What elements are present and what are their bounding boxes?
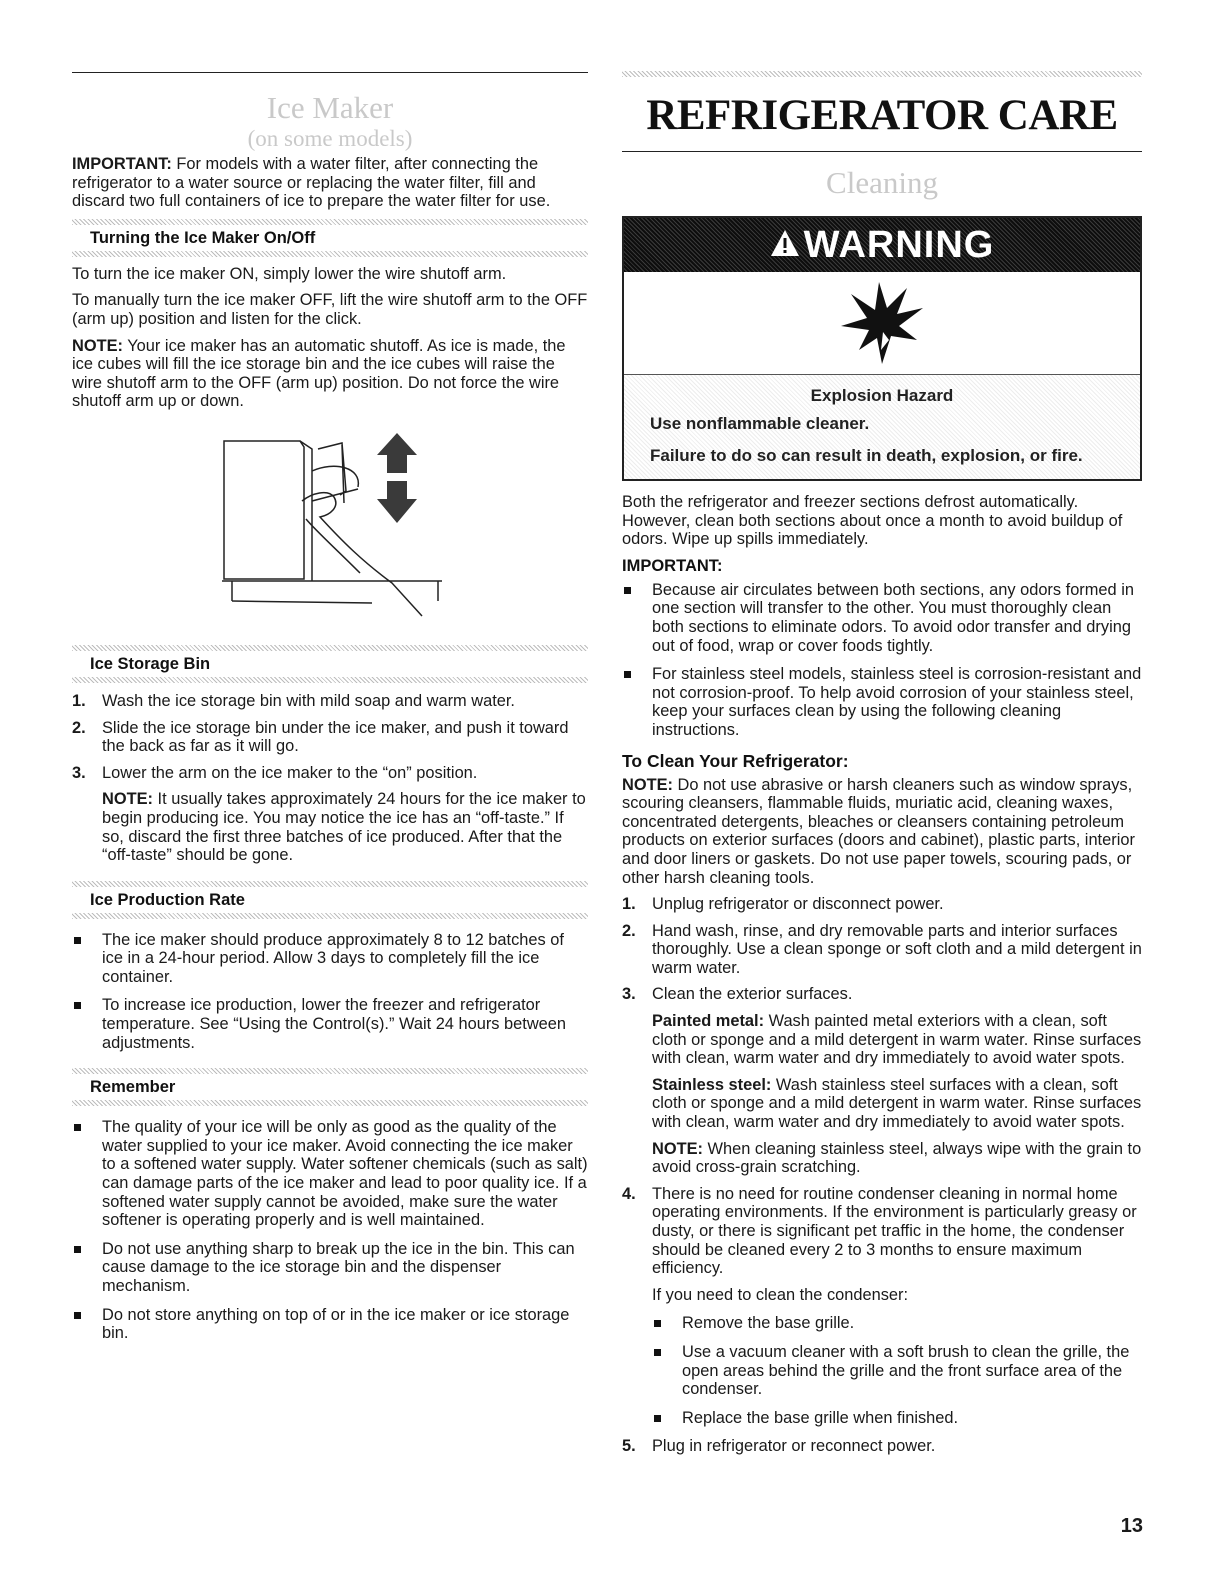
hazard-title: Explosion Hazard (810, 386, 954, 405)
bin-steps (72, 692, 588, 865)
section-subtitle: (on some models) (247, 126, 413, 151)
divider (72, 913, 588, 919)
condenser-intro: If you need to clean the condenser: (652, 1285, 909, 1304)
warning-banner (624, 218, 1140, 272)
divider (72, 251, 588, 257)
onoff-paragraph-2: To manually turn the ice maker OFF, lift the wire shutoff arm to the OFF (arm up) position and listen for the click. (72, 291, 588, 328)
clean-step: 5. Plug in refrigerator or reconnect power. (622, 1437, 936, 1456)
list-item: Because air circulates between both sections, any odors formed in one section will transfer to the other. You must thoroughly clean both sections to eliminate odors. To avoid odor transfer and drying out of food, wrap or cover foods tightly. (622, 581, 1142, 655)
clean-heading: To Clean Your Refrigerator: (622, 750, 849, 771)
important-label: IMPORTANT: (622, 556, 723, 575)
rate-list (72, 931, 588, 1053)
clean-steps (622, 895, 1142, 1456)
section-title-ice-maker: Ice Maker (266, 90, 394, 125)
list-item: For stainless steel models, stainless steel is corrosion-resistant and not corrosion-proof. To help avoid corrosion of your stainless steel, keep your surfaces clean by using the following cleaning instructions. (622, 665, 1142, 739)
top-rule-hatched (622, 71, 1142, 77)
page-number: 13 (1120, 1515, 1143, 1537)
subhead-remember: Remember (90, 1078, 176, 1097)
title-rule (622, 151, 1142, 152)
bin-step: 1. Wash the ice storage bin with mild soap and warm water. (72, 691, 515, 710)
important-list (622, 581, 1142, 740)
subhead-ice-storage-bin: Ice Storage Bin (90, 654, 211, 673)
bin-note: NOTE: It usually takes approximately 24 hours for the ice maker to begin producing ice. You may notice the ice has an “off-taste.” If so, discard the first three batches of ice produced. After that the “off-taste” should be gone. (102, 790, 586, 865)
clean-note: NOTE: Do not use abrasive or harsh cleaners such as window sprays, scouring cleansers, flammable fluids, muriatic acid, cleaning waxes, concentrated detergents, bleaches or cleansers containing petroleum products on exterior surfaces (doors and cabinet), plastic parts, interior and door liners or gaskets. Do not use paper towels, scouring pads, or other harsh cleaning tools. (622, 775, 1135, 887)
divider (72, 1100, 588, 1106)
list-item: To increase ice production, lower the freezer and refrigerator temperature. See “Using the Control(s).” Wait 24 hours between adjustments. (72, 996, 588, 1052)
hazard-line-1: Use nonflammable cleaner. (650, 414, 870, 433)
page-title: REFRIGERATOR CARE (646, 92, 1118, 139)
section-title-cleaning: Cleaning (826, 165, 938, 200)
list-item: Do not store anything on top of or in the ice maker or ice storage bin. (72, 1306, 588, 1343)
stainless-steel-paragraph: Stainless steel: Wash stainless steel surfaces with a clean, soft cloth or sponge and a mild detergent in warm water. Rinse surfaces with clean, warm water and dry immediately to avoid water spots. (652, 1075, 1142, 1132)
intro-paragraph: Both the refrigerator and freezer sections defrost automatically. However, clean both sections about once a month to avoid buildup of odors. Wipe up spills immediately. (622, 493, 1123, 549)
important-paragraph: IMPORTANT: For models with a water filter, after connecting the refrigerator to a water source or replacing the water filter, fill and discard two full containers of ice to prepare the water filter for use. (72, 155, 551, 211)
warning-triangle-icon (770, 224, 800, 267)
stainless-note: NOTE: When cleaning stainless steel, always wipe with the grain to avoid cross-grain scratching. (652, 1139, 1142, 1177)
subhead-ice-production-rate: Ice Production Rate (90, 890, 245, 909)
clean-step: 2. Hand wash, rinse, and dry removable parts and interior surfaces thoroughly. Use a clean sponge or soft cloth and a mild detergent in warm water. (622, 921, 1142, 977)
list-item: Replace the base grille when finished. (652, 1409, 1142, 1428)
top-rule (72, 72, 588, 73)
list-item: Use a vacuum cleaner with a soft brush to clean the grille, the open areas behind the grille and the front surface area of the condenser. (652, 1343, 1142, 1399)
list-item: The quality of your ice will be only as good as the quality of the water supplied to your ice maker. Avoid connecting the ice maker to a softened water supply. Water softener chemicals (such as salt) can damage parts of the ice maker and lead to poor quality ice. If a softened water supply cannot be avoided, make sure the water softener is operating properly and is well maintained. (72, 1118, 588, 1230)
divider (72, 677, 588, 683)
bin-step: 3. Lower the arm on the ice maker to the “on” position. NOTE: It usually takes approximately 24 hours for the ice maker to begin producing ice. You may notice the ice has an “off-taste.” If so, discard the first three batches of ice produced. After that the “off-taste” should be gone. (72, 764, 588, 865)
right-column (622, 0, 1142, 1464)
ice-maker-arm-icon (72, 431, 588, 631)
clean-step: 4. There is no need for routine condenser cleaning in normal home operating environments. If the environment is particularly greasy or dusty, or there is significant pet traffic in the home, the condenser should be cleaned every 2 to 3 months to ensure maximum efficiency. If you need to clean the condenser: Remove the base grille. Use a vacuum cleaner with a soft brush to clean the grille, the open areas behind the grille and the front surface area of the condenser. Replace the base grille when finished. (622, 1185, 1142, 1428)
list-item: Do not use anything sharp to break up the ice in the bin. This can cause damage to the ice storage bin and the dispenser mechanism. (72, 1240, 588, 1296)
warning-box (622, 216, 1142, 481)
onoff-paragraph-1: To turn the ice maker ON, simply lower the wire shutoff arm. (72, 264, 507, 283)
warning-banner-text: WARNING (803, 223, 995, 266)
ice-maker-illustration (72, 431, 588, 631)
remember-list (72, 1118, 588, 1343)
explosion-icon (837, 280, 927, 366)
warning-icon-area (624, 272, 1140, 374)
painted-metal-paragraph: Painted metal: Wash painted metal exteriors with a clean, soft cloth or sponge and a mild detergent in warm water. Rinse surfaces with clean, warm water and dry immediately to avoid water spots. (652, 1012, 1142, 1068)
warning-text (624, 374, 1140, 479)
clean-step: 1. Unplug refrigerator or disconnect power. (622, 895, 944, 914)
onoff-note: NOTE: Your ice maker has an automatic shutoff. As ice is made, the ice cubes will fill the ice storage bin and the ice cubes will raise the wire shutoff arm to the OFF (arm up) position. Do not force the wire shutoff arm up or down. (72, 336, 566, 411)
condenser-list (652, 1314, 1142, 1427)
bin-step: 2. Slide the ice storage bin under the ice maker, and push it toward the back as far as it will go. (72, 718, 569, 756)
left-column (72, 0, 588, 1353)
list-item: The ice maker should produce approximately 8 to 12 batches of ice in a 24-hour period. Allow 3 days to completely fill the ice container. (72, 931, 588, 987)
list-item: Remove the base grille. (652, 1314, 1142, 1333)
clean-step: 3. Clean the exterior surfaces. Painted metal: Wash painted metal exteriors with a clean, soft cloth or sponge and a mild detergent in warm water. Rinse surfaces with clean, warm water and dry immediately to avoid water spots. Stainless steel: Wash stainless steel surfaces with a clean, soft cloth or sponge and a mild detergent in warm water. Rinse surfaces with clean, warm water and dry immediately to avoid water spots. NOTE: When cleaning stainless steel, always wipe with the grain to avoid cross-grain scratching. (622, 985, 1142, 1177)
hazard-line-2: Failure to do so can result in death, explosion, or fire. (650, 446, 1083, 465)
subhead-on-off: Turning the Ice Maker On/Off (90, 228, 316, 247)
